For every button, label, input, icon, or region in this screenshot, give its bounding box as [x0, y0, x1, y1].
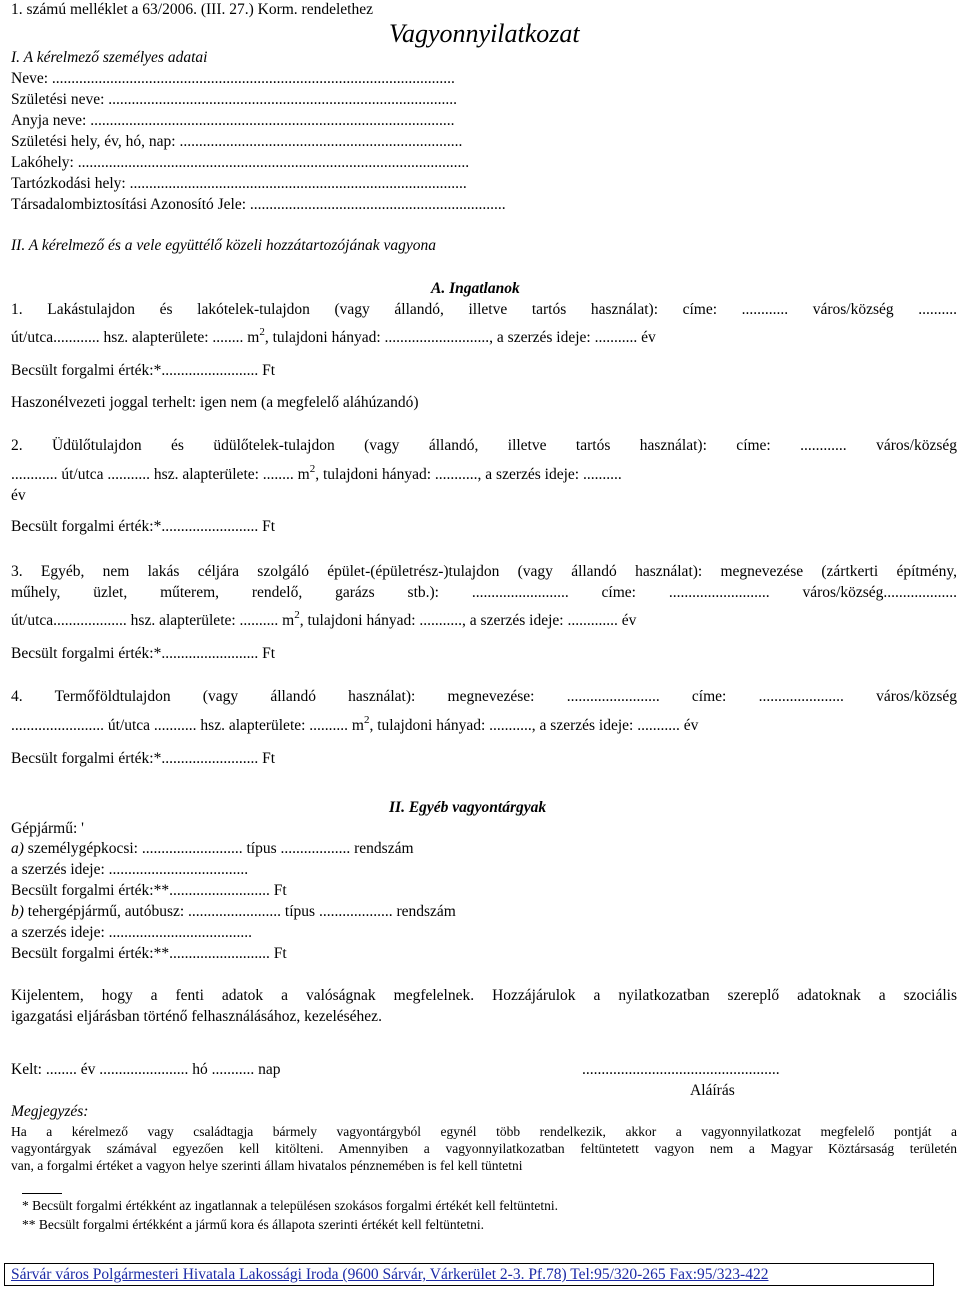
signature-line: ...................................................: [582, 1061, 780, 1078]
field-temporary-address: Tartózkodási hely: .......................................................................................: [11, 175, 467, 192]
item1-usufruct: Haszonélvezeti joggal terhelt: igen nem (a megfelelő aláhúzandó): [11, 394, 419, 411]
item4-value: Becsült forgalmi érték:*......................... Ft: [11, 750, 276, 767]
vehicle-label: Gépjármű: ': [11, 820, 84, 837]
truck-value: Becsült forgalmi érték:**.......................... Ft: [11, 945, 287, 962]
truck-acquisition-date: a szerzés ideje: .....................................: [11, 924, 253, 941]
item2-line2: ............ út/utca ........... hsz. alapterülete: ........ $m^2$, tulajdoni hányad: ..........., a szerzés ideje: ..........: [11, 463, 622, 483]
declaration-line2: igazgatási eljárásban történő felhasználásához, kezeléséhez.: [11, 1008, 382, 1025]
car-value: Becsült forgalmi érték:**.......................... Ft: [11, 882, 287, 899]
item3-line1: 3. Egyéb, nem lakás céljára szolgáló épület-(épületrész-)tulajdon (vagy állandó használat): megnevezése (zártkerti építmény,: [11, 563, 957, 580]
field-residence: Lakóhely: .....................................................................................................: [11, 154, 470, 171]
section2-heading: II. A kérelmező és a vele együttélő közeli hozzátartozójának vagyona: [11, 237, 436, 254]
page-title: Vagyonnyilatkozat: [389, 19, 580, 48]
real-estate-heading: A. Ingatlanok: [431, 280, 520, 297]
field-birth-name: Születési neve: ..........................................................................................: [11, 91, 458, 108]
item1-line2: út/utca............ hsz. alapterülete: ........ $m^2$, tulajdoni hányad: ..........................., a szerzés ideje: ........... év: [11, 326, 656, 346]
annex-reference: 1. számú melléklet a 63/2006. (III. 27.) Korm. rendelethez: [11, 1, 373, 18]
field-social-security-id: Társadalombiztosítási Azonosító Jele: ..................................................................: [11, 196, 506, 213]
field-birth-place-date: Születési hely, év, hó, nap: .........................................................................: [11, 133, 463, 150]
item2-line1: 2. Üdülőtulajdon és üdülőtelek-tulajdon (vagy állandó, illetve tartós használat): címe: ............ város/község: [11, 437, 957, 454]
field-name: Neve: ........................................................................................................: [11, 70, 455, 87]
note-line1: Ha a kérelmező vagy családtagja bármely vagyontárgyból egynél több rendelkezik, akkor a vagyonnyilatkozat megfelelő pontját a: [11, 1124, 957, 1139]
item3-value: Becsült forgalmi érték:*......................... Ft: [11, 645, 276, 662]
note-label: Megjegyzés:: [11, 1103, 89, 1120]
signature-label: Aláírás: [690, 1082, 735, 1099]
item1-value: Becsült forgalmi érték:*......................... Ft: [11, 362, 276, 379]
date-line: Kelt: ........ év ....................... hó ........... nap: [11, 1061, 281, 1078]
footnote-rule: [22, 1193, 62, 1194]
item4-line2: ........................ út/utca ........... hsz. alapterülete: .......... $m^2$, tulajdoni hányad: ..........., a szerzés ideje: ........... év: [11, 714, 699, 734]
item4-line1: 4. Termőföldtulajdon (vagy állandó használat): megnevezése: ........................ címe: ...................... város/község: [11, 688, 957, 705]
footnote-2: ** Becsült forgalmi értékként a jármű kora és állapota szerinti értékét kell feltüntetni.: [22, 1217, 484, 1232]
other-assets-heading: II. Egyéb vagyontárgyak: [389, 799, 547, 816]
declaration-line1: Kijelentem, hogy a fenti adatok a valóságnak megfelelnek. Hozzájárulok a nyilatkozatban szereplő adatoknak a szociális: [11, 987, 957, 1004]
item1-line1: 1. Lakástulajdon és lakótelek-tulajdon (vagy állandó, illetve tartós használat): címe: ............ város/község ..........: [11, 301, 957, 318]
note-line3: van, a forgalmi értéket a vagyon helye szerinti állam hivatalos pénznemében is fel kell tüntetni: [11, 1158, 523, 1173]
item2-value: Becsült forgalmi érték:*......................... Ft: [11, 518, 276, 535]
truck-line: b) tehergépjármű, autóbusz: ........................ típus ................... rendszám: [11, 903, 456, 920]
field-mother-name: Anyja neve: ..............................................................................................: [11, 112, 455, 129]
footnote-1: * Becsült forgalmi értékként az ingatlannak a településen szokásos forgalmi értékét kell feltüntetni.: [22, 1198, 558, 1213]
note-line2: vagyontárgyak számával egyezően kell kitölteni. Amennyiben a vagyonnyilatkozatban feltüntetett vagyon nem a Magyar Köztársaság területén: [11, 1141, 957, 1156]
item3-line2: műhely, üzlet, műterem, rendelő, garázs stb.): ......................... címe: .......................... város/község...................: [11, 584, 957, 601]
car-line: a) személygépkocsi: .......................... típus .................. rendszám: [11, 840, 414, 857]
item2-line3: év: [11, 487, 26, 504]
section1-heading: I. A kérelmező személyes adatai: [11, 49, 208, 66]
car-acquisition-date: a szerzés ideje: ....................................: [11, 861, 249, 878]
item3-line3: út/utca................... hsz. alapterülete: .......... $m^2$, tulajdoni hányad: ..........., a szerzés ideje: ............. év: [11, 609, 637, 629]
footer-office-link[interactable]: Sárvár város Polgármesteri Hivatala Lakossági Iroda (9600 Sárvár, Várkerület 2-3. Pf.78) Tel:95/320-265 Fax:95/323-422: [11, 1266, 769, 1283]
